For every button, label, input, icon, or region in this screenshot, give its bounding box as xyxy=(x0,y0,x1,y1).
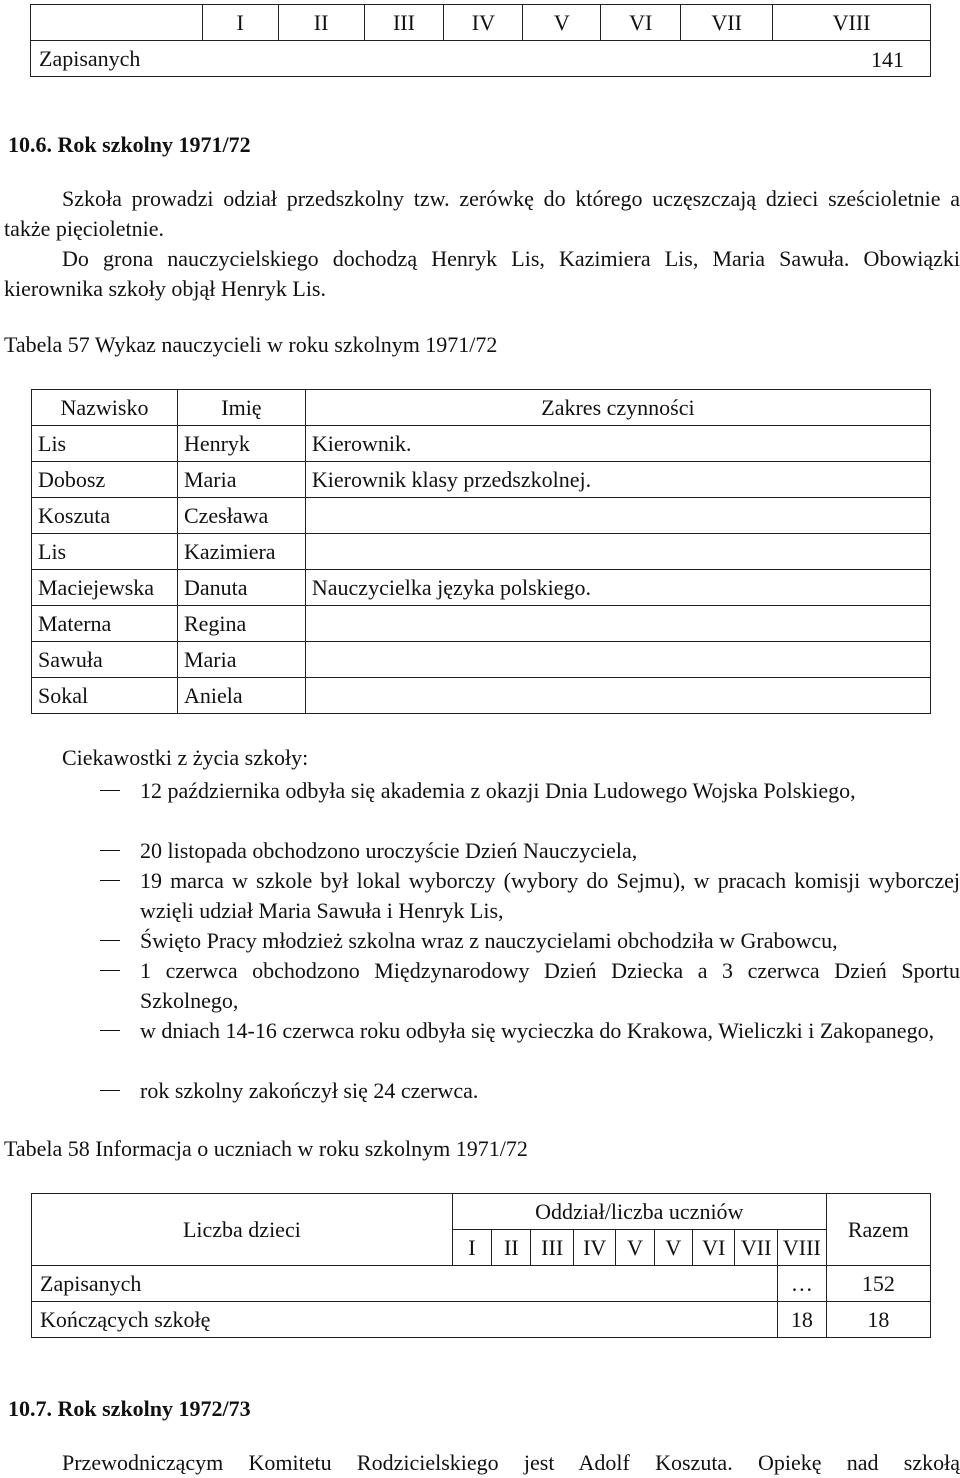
header-cell: IV xyxy=(444,5,523,41)
table-row xyxy=(32,1302,931,1338)
enrollment-table-top xyxy=(30,4,931,77)
cell-surname: Maciejewska xyxy=(32,570,178,606)
cell-duties xyxy=(305,534,930,570)
cell-surname: Lis xyxy=(32,534,178,570)
table-caption: Tabela 57 Wykaz nauczycieli w roku szkolnym 1971/72 xyxy=(4,332,498,357)
header-cell: VII xyxy=(681,5,773,41)
list-item-text: 20 listopada obchodzono uroczyście Dzień Nauczyciela, xyxy=(140,838,638,863)
cell-viii: … xyxy=(777,1266,826,1302)
section-heading: 10.7. Rok szkolny 1972/73 xyxy=(8,1396,251,1421)
table-row xyxy=(32,462,931,498)
cell-name: Maria xyxy=(177,642,305,678)
header-cell: Imię xyxy=(177,390,305,426)
teachers-table xyxy=(31,389,931,714)
table-row xyxy=(32,498,931,534)
cell-total: 18 xyxy=(826,1302,930,1338)
header-cell: I xyxy=(202,5,278,41)
header-cell: II xyxy=(492,1230,531,1266)
row-total: 141 xyxy=(871,47,904,72)
cell-name: Henryk xyxy=(177,426,305,462)
table-row xyxy=(31,41,931,77)
header-cell: III xyxy=(531,1230,574,1266)
header-cell-empty xyxy=(31,5,203,41)
section-heading: 10.6. Rok szkolny 1971/72 xyxy=(8,132,251,157)
paragraph: Do grona nauczycielskiego dochodzą Henryk Lis, Kazimiera Lis, Maria Sawuła. Obowiązki kierownika szkoły objął Henryk Lis. xyxy=(4,246,960,301)
list-item-text: rok szkolny zakończył się 24 czerwca. xyxy=(140,1078,479,1103)
list-item-text: Święto Pracy młodzież szkolna wraz z nauczycielami obchodziła w Grabowcu, xyxy=(140,928,838,953)
table-row xyxy=(32,570,931,606)
cell-name: Regina xyxy=(177,606,305,642)
cell-surname: Dobosz xyxy=(32,462,178,498)
cell-duties xyxy=(305,498,930,534)
cell-surname: Sokal xyxy=(32,678,178,714)
table-row xyxy=(32,606,931,642)
cell-viii: 18 xyxy=(777,1302,826,1338)
header-cell: V xyxy=(616,1230,654,1266)
header-cell: I xyxy=(452,1230,491,1266)
paragraph: Przewodniczącym Komitetu Rodzicielskiego jest Adolf Koszuta. Opiekę nad szkołą xyxy=(62,1450,960,1475)
header-cell: VI xyxy=(601,5,681,41)
cell-duties xyxy=(305,678,930,714)
header-group: Oddział/liczba uczniów xyxy=(452,1194,826,1230)
paragraph: Szkoła prowadzi odział przedszkolny tzw. zerówkę do którego uczęszczają dzieci sześcioletnie a także pięcioletnie. xyxy=(4,186,960,241)
header-children: Liczba dzieci xyxy=(32,1194,453,1266)
table-row xyxy=(32,534,931,570)
table-row xyxy=(32,1266,931,1302)
header-cell: V xyxy=(654,1230,692,1266)
table-row xyxy=(32,642,931,678)
header-cell: Nazwisko xyxy=(32,390,178,426)
cell-surname: Sawuła xyxy=(32,642,178,678)
list-item-text: 12 października odbyła się akademia z okazji Dnia Ludowego Wojska Polskiego, xyxy=(140,778,856,803)
header-cell: VIII xyxy=(777,1230,826,1266)
table-caption: Tabela 58 Informacja o uczniach w roku szkolnym 1971/72 xyxy=(4,1136,528,1161)
cell-duties xyxy=(305,642,930,678)
cell-name: Danuta xyxy=(177,570,305,606)
list-item-text: w dniach 14-16 czerwca roku odbyła się wycieczka do Krakowa, Wieliczki i Zakopanego, xyxy=(140,1018,935,1043)
header-cell: VI xyxy=(692,1230,735,1266)
cell-duties xyxy=(305,606,930,642)
header-total: Razem xyxy=(826,1194,930,1266)
header-cell: VIII xyxy=(773,5,931,41)
header-cell: III xyxy=(364,5,444,41)
row-label: Kończących szkołę xyxy=(32,1302,778,1338)
curiosities-title: Ciekawostki z życia szkoły: xyxy=(62,745,309,770)
header-cell: IV xyxy=(573,1230,616,1266)
cell-surname: Lis xyxy=(32,426,178,462)
header-cell: V xyxy=(523,5,601,41)
list-item-text: 19 marca w szkole był lokal wyborczy (wybory do Sejmu), w pracach komisji wyborczej wzięli udział Maria Sawuła i Henryk Lis, xyxy=(140,868,960,923)
cell-total: 152 xyxy=(826,1266,930,1302)
cell-name: Maria xyxy=(177,462,305,498)
cell-duties: Kierownik klasy przedszkolnej. xyxy=(305,462,930,498)
row-label: Zapisanych xyxy=(32,1266,778,1302)
cell-name: Kazimiera xyxy=(177,534,305,570)
header-cell: II xyxy=(278,5,364,41)
cell-surname: Koszuta xyxy=(32,498,178,534)
header-cell: Zakres czynności xyxy=(305,390,930,426)
list-item-text: 1 czerwca obchodzono Międzynarodowy Dzień Dziecka a 3 czerwca Dzień Sportu Szkolnego, xyxy=(140,958,960,1013)
table-row xyxy=(32,426,931,462)
header-cell: VII xyxy=(735,1230,778,1266)
cell-name: Czesława xyxy=(177,498,305,534)
cell-surname: Materna xyxy=(32,606,178,642)
students-table xyxy=(31,1193,931,1338)
row-label: Zapisanych xyxy=(39,45,141,71)
cell-duties: Nauczycielka języka polskiego. xyxy=(305,570,930,606)
cell-name: Aniela xyxy=(177,678,305,714)
table-row xyxy=(32,678,931,714)
cell-duties: Kierownik. xyxy=(305,426,930,462)
